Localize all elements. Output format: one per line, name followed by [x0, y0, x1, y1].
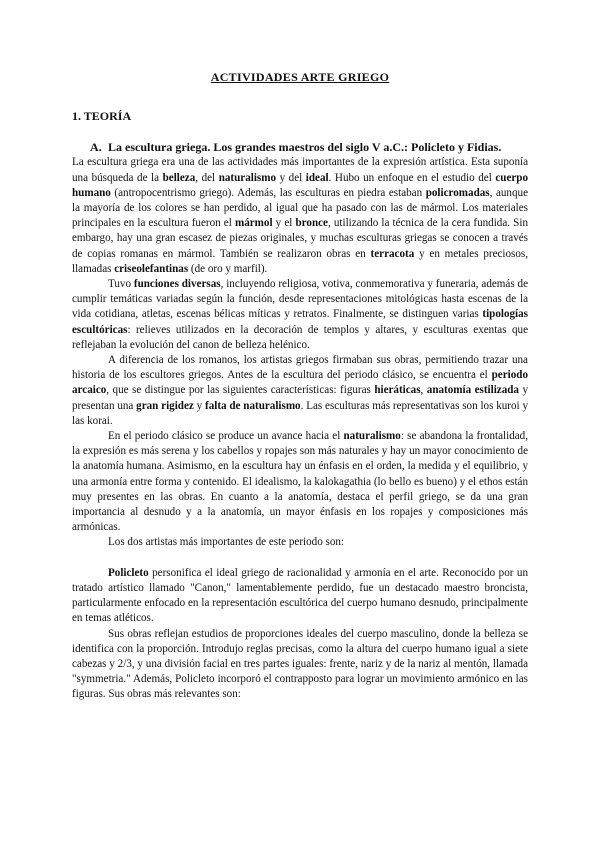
bold-term: bronce [295, 217, 328, 230]
bold-term: cuerpo humano [72, 171, 529, 199]
text-run: personifica el ideal griego de racionalidad y armonía en el arte. Reconocido por un tratado artístico llamado "Canon," lamentablemente perdido, fue un destacado maestro broncista, particularmente enfocado en la representación escultórica del cuerpo humano desnudo, principalmente en temas atléticos. [72, 566, 528, 625]
bold-term: belleza [162, 171, 196, 184]
bold-term: periodo arcaico [72, 369, 528, 397]
bold-term: anatomía estilizada [426, 384, 519, 397]
text-run: : se abandona la frontalidad, la expresión es más serena y los cabellos y ropajes son más naturales y hay un mayor conocimiento de la anatomía humana. Asimismo, en la escultura hay un énfasis en el orden, la medida y el equilibrio, y una armonía entre forma y contenido. El idealismo, la kalokagathia (lo bello es bueno) y el ethos están muy presentes en las obras. En cuanto a la anatomía, destaca el perfil griego, se da una gran importancia al desnudo y a la anatomía, un mayor énfasis en los ropajes y composiciones más armónicas. [72, 430, 528, 534]
text-run: Los dos artistas más importantes de este periodo son: [108, 536, 345, 549]
page-content [72, 70, 528, 703]
document-title: ACTIVIDADES ARTE GRIEGO [210, 70, 390, 84]
text-run: y [193, 399, 205, 412]
text-run: A diferencia de los romanos, los artistas griegos firmaban sus obras, permitiendo trazar una historia de los escultores griegos. Antes de la escultura del periodo clásico, se encuentra el [72, 354, 528, 382]
paragraph [72, 155, 528, 277]
subsection-letter: A. [90, 140, 102, 155]
text-run: Sus obras reflejan estudios de proporciones ideales del cuerpo masculino, donde la belleza se identifica con la proporción. Introdujo reglas precisas, como la altura del cuerpo humano igual a siete cabezas y 2/3, y una división facial en tres partes iguales: frente, nariz y de la nariz al mentón, llamada "symmetria." Además, Policleto incorporó el contrapposto para lograr un movimiento armónico en las figuras. Sus obras más relevantes son: [72, 627, 528, 701]
text-run: , utilizando la técnica de la cera fundida. Sin embargo, hay una gran escasez de piezas originales, y muchas esculturas griegas se conocen a través de copias romanas en mármol. También se realizaron obras en [72, 217, 528, 260]
text-run: (de oro y marfil). [188, 262, 268, 275]
bold-term: policromadas [425, 186, 490, 199]
bold-term: terracota [370, 247, 415, 260]
text-run: , del [195, 171, 219, 184]
paragraph [72, 429, 528, 535]
text-run: y presentan una [72, 384, 528, 412]
text-run: . Hubo un enfoque en el estudio del [328, 171, 496, 184]
bold-term: tipologías escultóricas [72, 308, 528, 336]
body-text [72, 155, 528, 702]
bold-term: ideal [305, 171, 329, 184]
section-heading: 1. TEORÍA [72, 109, 132, 124]
paragraph [72, 277, 528, 353]
text-run: y el [272, 217, 296, 230]
text-run: , [420, 384, 427, 397]
text-run: : relieves utilizados en la decoración de templos y altares, y esculturas exentas que reflejaban la evolución del canon de belleza helénico. [72, 323, 528, 351]
text-run: . Las esculturas más representativas son los kuroi y las korai. [72, 399, 528, 427]
bold-term: criseolefantinas [114, 262, 189, 275]
subsection-title: La escultura griega. Los grandes maestros del siglo V a.C.: Policleto y Fidias. [108, 140, 502, 155]
paragraph-gap [72, 551, 528, 566]
text-run: La escultura griega era una de las actividades más importantes de la expresión artística. Esta suponía una búsqueda de la [72, 156, 528, 184]
text-run: y del [276, 171, 306, 184]
bold-term: naturalismo [343, 430, 401, 443]
bold-term: funciones diversas [133, 278, 221, 291]
paragraph [72, 627, 528, 703]
bold-term: gran rigidez [136, 399, 194, 412]
text-run: Tuvo [108, 278, 134, 291]
bold-term: mármol [234, 217, 273, 230]
subsection-heading [72, 140, 528, 155]
bold-term: Policleto [108, 566, 149, 579]
text-run: , aunque la mayoría de los colores se han perdido, al igual que ha pasado con las de mármol. Los materiales principales en la escultura fueron el [72, 186, 528, 230]
paragraph [72, 566, 528, 627]
paragraph [72, 353, 528, 429]
bold-term: naturalismo [218, 171, 277, 184]
text-run: En el periodo clásico se produce un avance hacia el [108, 430, 344, 443]
text-run: , que se distingue por las siguientes características: figuras [106, 384, 375, 397]
bold-term: falta de naturalismo [205, 399, 301, 412]
text-run: , incluyendo religiosa, votiva, conmemorativa y funeraria, además de cumplir temáticas variadas según la función, desde representaciones mitológicas hasta escenas de la vida cotidiana, atletas, escenas bélicas míticas y retratos. Finalmente, se distinguen varias [72, 278, 528, 321]
paragraph [72, 535, 528, 550]
text-run: (antropocentrismo griego). Además, las esculturas en piedra estaban [110, 186, 426, 199]
bold-term: hieráticas [374, 384, 421, 397]
text-run: y en metales preciosos, llamadas [72, 247, 528, 275]
